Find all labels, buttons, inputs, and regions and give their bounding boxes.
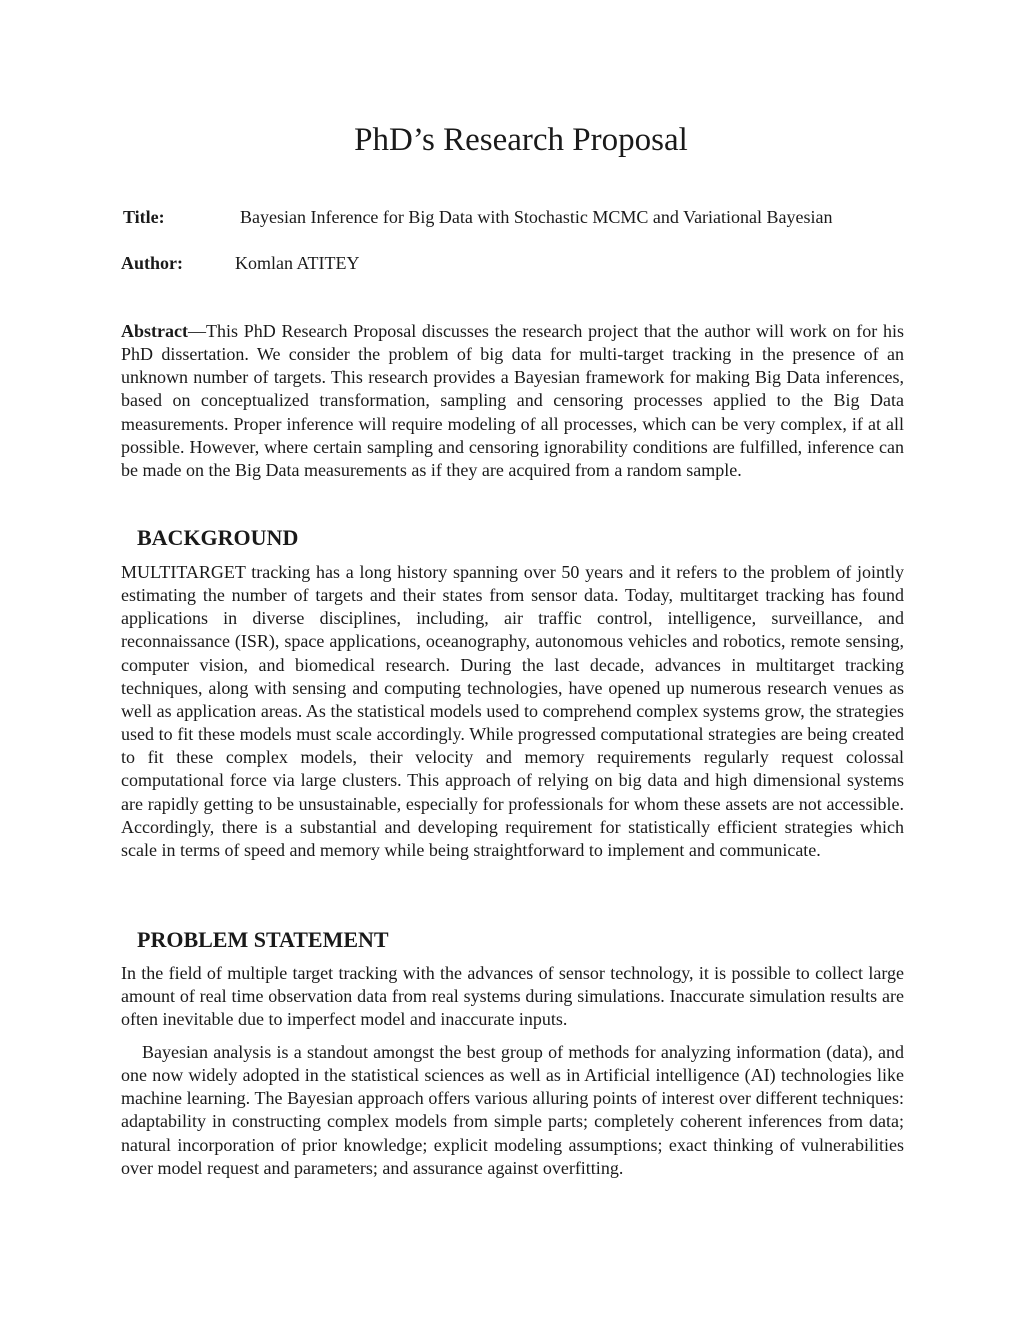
meta-title-label: Title: xyxy=(123,207,165,227)
meta-author-value: Komlan ATITEY xyxy=(235,253,360,273)
abstract-lead: Abstract xyxy=(121,321,188,341)
section-heading-background: BACKGROUND xyxy=(137,525,299,550)
meta-title-row xyxy=(121,206,833,228)
meta-title-value: Bayesian Inference for Big Data with Stochastic MCMC and Variational Bayesian xyxy=(240,207,833,227)
abstract-text: —This PhD Research Proposal discusses the research project that the author will work on for his PhD dissertation. We consider the problem of big data for multi-target tracking in the presence of an unknown number of targets. This research provides a Bayesian framework for making Big Data inferences, based on conceptualized transformation, sampling and censoring processes applied to the Big Data measurements. Proper inference will require modeling of all processes, which can be very complex, if at all possible. However, where certain sampling and censoring ignorability conditions are fulfilled, inference can be made on the Big Data measurements as if they are acquired from a random sample. xyxy=(121,321,904,480)
problem-statement-paragraph-1: In the field of multiple target tracking with the advances of sensor technology, it is possible to collect large amount of real time observation data from real systems during simulations. Inaccurate simulation results are often inevitable due to imperfect model and inaccurate inputs. xyxy=(121,963,904,1030)
abstract-paragraph xyxy=(121,320,904,482)
page-title: PhD’s Research Proposal xyxy=(354,122,688,158)
meta-author-label: Author: xyxy=(121,253,183,273)
background-paragraph: MULTITARGET tracking has a long history spanning over 50 years and it refers to the problem of jointly estimating the number of targets and their states from sensor data. Today, multitarget tracking has found applications in diverse disciplines, including, air traffic control, intelligence, surveillance, and reconnaissance (ISR), space applications, oceanography, autonomous vehicles and robotics, remote sensing, computer vision, and biomedical research. During the last decade, advances in multitarget tracking techniques, along with sensing and computing technologies, have opened up numerous research venues as well as application areas. As the statistical models used to comprehend complex systems grow, the strategies used to fit these models must scale accordingly. While progressed computational strategies are being created to fit these complex models, their velocity and memory requirements regularly request colossal computational force via large clusters. This approach of relying on big data and high dimensional systems are rapidly getting to be unsustainable, especially for professionals for whom these assets are not accessible. Accordingly, there is a substantial and developing requirement for statistically efficient strategies which scale in terms of speed and memory while being straightforward to implement and communicate. xyxy=(121,562,904,860)
meta-author-row xyxy=(121,252,359,274)
problem-statement-paragraph-2: Bayesian analysis is a standout amongst the best group of methods for analyzing information (data), and one now widely adopted in the statistical sciences as well as in Artificial intelligence (AI) technologies like machine learning. The Bayesian approach offers various alluring points of interest over different techniques: adaptability in constructing complex models from simple parts; completely coherent inferences from data; natural incorporation of prior knowledge; explicit modeling assumptions; exact thinking of vulnerabilities over model request and parameters; and assurance against overfitting. xyxy=(121,1042,904,1178)
section-heading-problem-statement: PROBLEM STATEMENT xyxy=(137,927,389,952)
